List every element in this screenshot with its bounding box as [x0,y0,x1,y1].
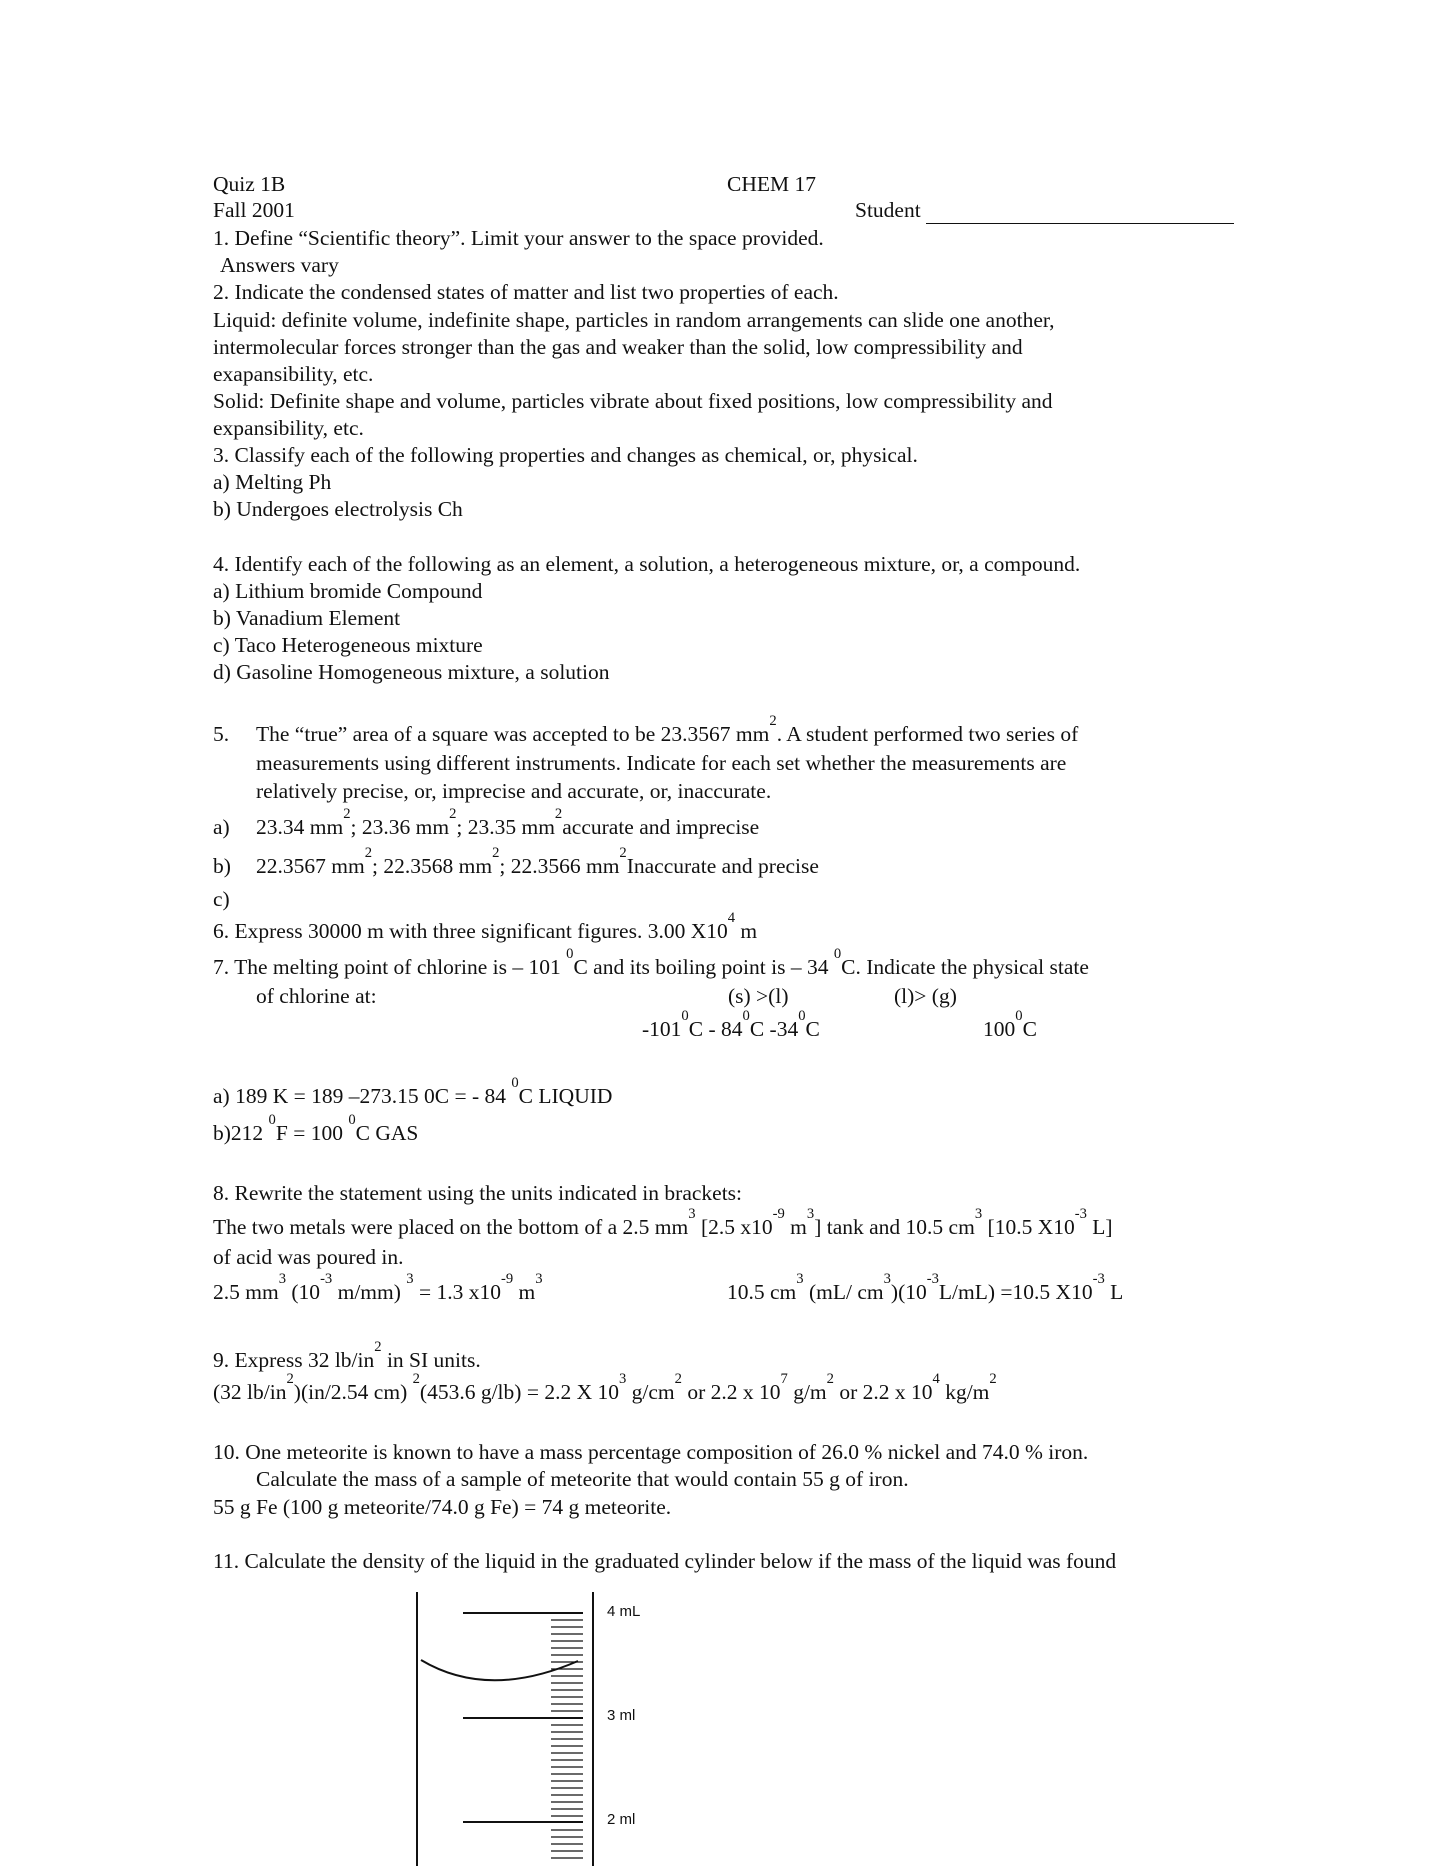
q5-line2: measurements using different instruments. Indicate for each set whether the measurements are [256,751,1067,775]
q1-answer: Answers vary [220,253,339,277]
q9-question: 9. Express 32 $lb/in^2$ in SI units. [213,1338,481,1372]
q5-line3: relatively precise, or, imprecise and accurate, or, inaccurate. [256,779,772,803]
q4-answer-d: d) Gasoline Homogeneous mixture, a solution [213,660,610,684]
q3-answer-b: b) Undergoes electrolysis Ch [213,497,463,521]
q5-answer-b: 22.3567 $mm^2$; 22.3568 $mm^2$; 22.3566 $mm^2Inaccurate$ and precise [256,844,819,878]
q2-liquid-line: exapansibility, etc. [213,362,374,386]
q7-line1: 7. The melting point of chlorine is – 101 $^0$C and its boiling point is – 34 $^0$C. Indicate the physical state [213,945,1089,979]
q2-liquid-line: intermolecular forces stronger than the gas and weaker than the solid, low compressibility and [213,335,1023,359]
q2-question: 2. Indicate the condensed states of matter and list two properties of each. [213,280,839,304]
q7-answer-b: b)212 $^0$F = 100 $^0$C GAS [213,1111,419,1145]
q4-answer-b: b) Vanadium Element [213,606,401,630]
label-3ml: 3 ml [607,1707,636,1724]
q7-line2: of chlorine at: [256,984,377,1008]
q1-question: 1. Define “Scientific theory”. Limit your answer to the space provided. [213,226,824,250]
q4-question: 4. Identify each of the following as an element, a solution, a heterogeneous mixture, or, a compound. [213,552,1081,576]
q7-answer-a: a) 189 K = 189 –273.15 0C = - 84 $^0$C LIQUID [213,1074,613,1108]
q3-answer-a: a) Melting Ph [213,470,332,494]
q4-answer-a: a) Lithium bromide Compound [213,579,483,603]
q5-label-a: a) [213,815,230,839]
q8-question: 8. Rewrite the statement using the units indicated in brackets: [213,1181,743,1205]
course-title: CHEM 17 [727,172,816,196]
q7-temperature-gas: $100^0C$ [983,1007,1037,1041]
q6-question: 6. Express 30000 m with three significant figures. 3.00 $X10^4$ m [213,909,758,943]
q5-line1: The “true” area of a square was accepted to be 23.3567 $mm^2$. A student performed two series of [256,712,1079,746]
q2-liquid-line: Liquid: definite volume, indefinite shape, particles in random arrangements can slide one another, [213,308,1055,332]
q4-answer-c: c) Taco Heterogeneous mixture [213,633,483,657]
label-4ml: 4 mL [607,1603,641,1620]
q7-transition-melt: (s) >(l) [728,984,789,1008]
student-label: Student [855,198,921,222]
q7-temperature-scale: $-101^0C - 84^0C$ $-34^0C$ [642,1007,820,1041]
q5-label-b: b) [213,854,231,878]
q2-solid-line: Solid: Definite shape and volume, particles vibrate about fixed positions, low compressibility and [213,389,1053,413]
q5-label-c: c) [213,887,230,911]
liquid-meniscus [421,1660,578,1680]
q8-conversion-2: 10.5 $cm^3$ (mL/ $cm^3)(10^{-3}L/mL) =10.5$ $X10^{-3}$ L [727,1270,1124,1304]
q3-question: 3. Classify each of the following properties and changes as chemical, or, physical. [213,443,918,467]
term-label: Fall 2001 [213,198,295,222]
q7-transition-boil: (l)> (g) [894,984,957,1008]
q10-answer: 55 g Fe (100 g meteorite/74.0 g Fe) = 74 g meteorite. [213,1495,672,1519]
q5-answer-a: 23.34 $mm^2$; 23.36 $mm^2$; 23.35 $mm^2accurate$ and imprecise [256,805,760,839]
q8-statement-line2: of acid was poured in. [213,1245,404,1269]
q8-statement: The two metals were placed on the bottom of a 2.5 $mm^3$ [2.5 $x10^{-9}$ $m^3$] tank and 10.5 $cm^3$ [10.5 $X10^{-3}$ L] [213,1205,1113,1239]
q11-question: 11. Calculate the density of the liquid in the graduated cylinder below if the mass of the liquid was found [213,1549,1117,1573]
q9-answer: (32 $lb/in^2)(in/2.54$ cm) $^2$(453.6 g/lb) = 2.2 X $10^3$ $g/cm^2$ or 2.2 x $10^7$ $g/m^2$ or 2.2 x $10^4$ $kg/m^2$ [213,1370,997,1404]
label-2ml: 2 ml [607,1811,636,1828]
q10-line2: Calculate the mass of a sample of meteorite that would contain 55 g of iron. [256,1467,909,1491]
quiz-title: Quiz 1B [213,172,286,196]
q10-line1: 10. One meteorite is known to have a mass percentage composition of 26.0 % nickel and 74.0 % iron. [213,1440,1089,1464]
q8-conversion-1: 2.5 $mm^3$ ($10^{-3}$ m/mm) $^3$ = 1.3 $x10^{-9}$ $m^3$ [213,1270,543,1304]
q2-solid-line: expansibility, etc. [213,416,364,440]
q5-number: 5. [213,722,230,746]
